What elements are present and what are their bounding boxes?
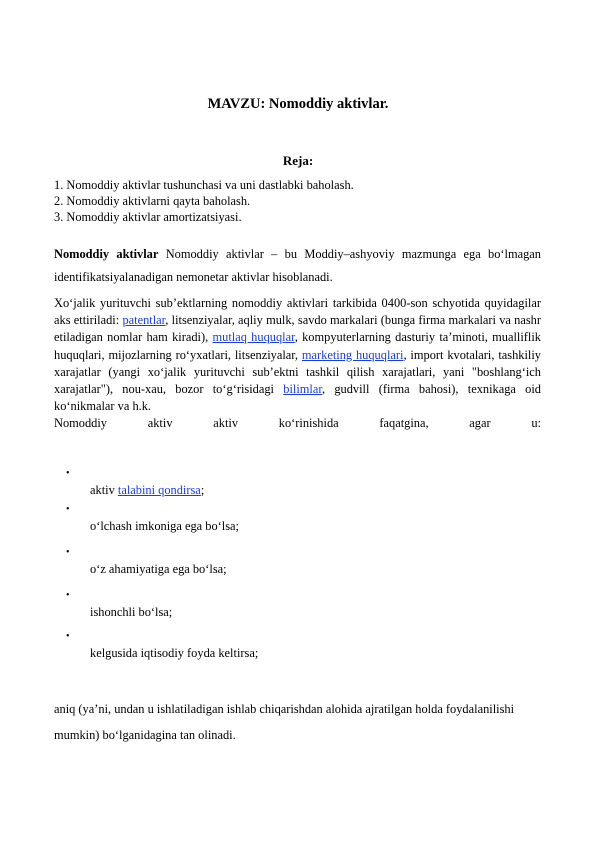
closing-paragraph: aniq (ya’ni, undan u ishlatiladigan ishlab chiqarishdan alohida ajratilgan holda foydalanilishi mumkin) bo‘lganidagina tan olinadi. [54, 702, 515, 742]
paragraph-text: , import kvotalari, tashkiliy xarajatlar (yangi xo‘jalik yurituvchi sub’ektni tashkil qilish xarajatlari, yani "boshlang‘ich xarajatlar"), nou-xau, bozor to‘g‘risidagi [54, 347, 541, 397]
mutlaq-huquqlar-link[interactable]: mutlaq huquqlar [212, 330, 295, 345]
definition-text: Nomoddiy aktivlar – bu Moddiy–ashyoviy mazmunga ega bo‘lmagan identifikatsiyalanadigan nemonetar aktivlar hisoblanadi. [54, 247, 542, 284]
plan-item: 2. Nomoddiy aktivlarni qayta baholash. [54, 194, 251, 208]
body-paragraph [54, 295, 541, 433]
talabini-qondirsa-link[interactable]: talabini qondirsa [117, 483, 201, 497]
page-title: MAVZU: Nomoddiy aktivlar. [207, 96, 389, 112]
plan-list [54, 177, 354, 225]
bullet-icon: • [66, 631, 70, 642]
bullet-icon: • [66, 547, 70, 558]
plan-item: 3. Nomoddiy aktivlar amortizatsiyasi. [54, 210, 242, 224]
paragraph-text: , gudvill (firma bahosi), texnikaga oid ko‘nikmalar va h.k. [54, 382, 541, 414]
plan-item: 1. Nomoddiy aktivlar tushunchasi va uni dastlabki baholash. [54, 178, 354, 192]
list-item-suffix: ; [200, 483, 205, 497]
list-item-text: ishonchli bo‘lsa; [90, 605, 173, 619]
plan-heading: Reja: [282, 153, 314, 168]
list-item-prefix: aktiv [90, 483, 118, 497]
list-item-text: o‘z ahamiyatiga ega bo‘lsa; [90, 562, 227, 576]
bullet-icon: • [66, 468, 70, 479]
definition-term: Nomoddiy aktivlar [54, 247, 159, 261]
paragraph-last-line: Nomoddiy aktiv aktiv ko‘rinishida faqatgina, agar u: [54, 416, 541, 431]
paragraph-text: , kompyuterlarning dasturiy ta’minoti, mualliflik huquqlari, mijozlarning ro‘yxatlari, litsenziyalar, [54, 330, 541, 362]
definition-paragraph [54, 243, 541, 289]
paragraph-text: Xo‘jalik yurituvchi sub’ektlarning nomoddiy aktivlari tarkibida 0400-son schyotida quyidagilar aks ettiriladi: [54, 296, 541, 328]
list-item-text: o‘lchash imkoniga ega bo‘lsa; [90, 519, 239, 533]
patentlar-link[interactable]: patentlar [122, 313, 166, 328]
marketing-huquqlari-link[interactable]: marketing huquqlari [301, 347, 404, 362]
paragraph-text: , litsenziyalar, aqliy mulk, savdo markalari (bunga firma markalari va nashr etiladigan nomlar ham kiradi), [54, 313, 541, 345]
list-item-text: kelgusida iqtisodiy foyda keltirsa; [90, 646, 259, 660]
bullet-icon: • [66, 590, 70, 601]
list-item-text [90, 483, 204, 498]
bilimlar-link[interactable]: bilimlar [283, 382, 322, 397]
bullet-icon: • [66, 504, 70, 515]
